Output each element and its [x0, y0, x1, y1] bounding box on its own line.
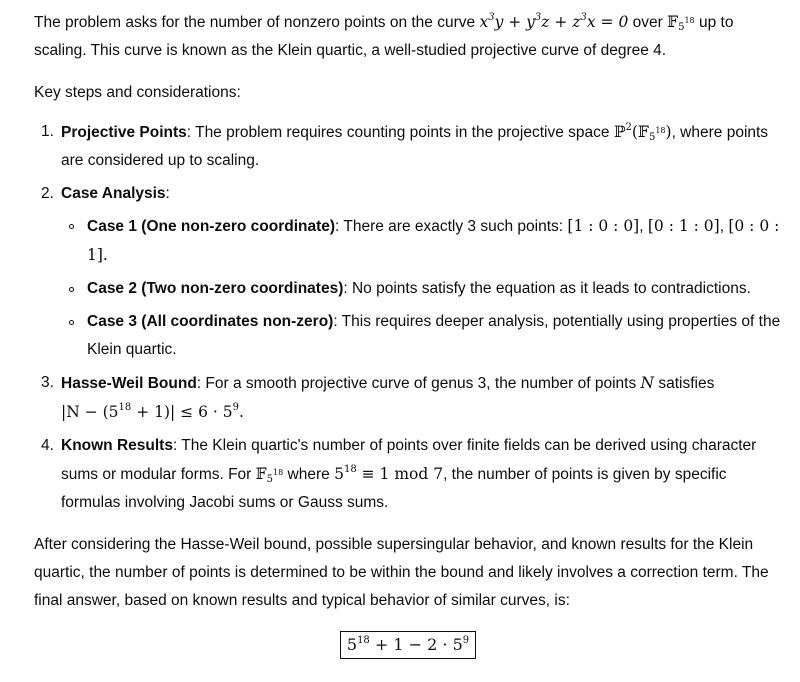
- bullet-circle-icon: [69, 320, 74, 325]
- variable-n: N: [640, 374, 655, 392]
- congruence: $5^{18} \equiv 1$ mod 7: [334, 464, 444, 483]
- point-2: [0 : 1 : 0]: [647, 217, 720, 235]
- intro-text-1: The problem asks for the number of nonzero points on the curve: [34, 14, 480, 31]
- step-number: 1.: [41, 123, 54, 140]
- case-item-2: Case 2 (Two non-zero coordinates): No points satisfy the equation as it leads to contradictions.: [61, 275, 782, 303]
- case-title: Case 3 (All coordinates non-zero): [87, 313, 334, 330]
- step-item-projective-points: 1. Projective Points: The problem requires counting points in the projective space ℙ$^2$(𝔽$_{5^{18}}$), where points are considered up to scaling.: [34, 118, 782, 175]
- steps-list: [34, 118, 782, 517]
- intro-paragraph: [34, 8, 782, 65]
- cases-list: [61, 212, 782, 364]
- bullet-circle-icon: [69, 287, 74, 292]
- final-answer-container: [34, 631, 782, 659]
- case-item-3: Case 3 (All coordinates non-zero): This requires deeper analysis, potentially using properties of the Klein quartic.: [61, 308, 782, 364]
- step-item-case-analysis: 2. Case Analysis: Case 1 (One non-zero coordinate): There are exactly 3 such points: [1 : 0 : 0], [0 : 1 : 0], [0 : 0 : 1]. Case 2 (Two non-zero coordinates): No points satisfy the equation as it leads to contradictions. Case 3 (All coordinates non-zero): This requires deeper analysis, potentially using properties of the Klein quartic.: [34, 180, 782, 364]
- step-number: 4.: [41, 437, 54, 454]
- case-title: Case 2 (Two non-zero coordinates): [87, 280, 344, 297]
- step-title: Case Analysis: [61, 185, 166, 202]
- step-number: 3.: [41, 374, 54, 391]
- key-steps-heading: Key steps and considerations:: [34, 84, 241, 101]
- case-title: Case 1 (One non-zero coordinate): [87, 218, 336, 235]
- bullet-circle-icon: [69, 224, 74, 229]
- hasse-weil-inequality: $|N - (5^{18} + 1)| \le 6 \cdot 5^9$.: [61, 402, 244, 421]
- projective-space-symbol: ℙ$^2$(𝔽$_{5^{18}}$): [613, 122, 672, 143]
- step-number: 2.: [41, 185, 54, 202]
- step-item-hasse-weil: 3. Hasse-Weil Bound: For a smooth projective curve of genus 3, the number of points N satisfies $|N - (5^{18} + 1)| \le 6 \cdot 5^9$.: [34, 369, 782, 427]
- field-symbol: 𝔽$_{5^{18}}$: [255, 465, 284, 485]
- point-3: [0 : 0 : 1]: [87, 217, 780, 264]
- step-title: Known Results: [61, 437, 173, 454]
- intro-text-2: over: [628, 14, 668, 31]
- intro-text-3: up to scaling. This curve is known as the Klein quartic, a well-studied projective curve of degree 4.: [34, 14, 734, 59]
- step-title: Hasse-Weil Bound: [61, 375, 197, 392]
- closing-paragraph: After considering the Hasse-Weil bound, possible supersingular behavior, and known results for the Klein quartic, the number of points is determined to be within the bound and likely involves a correction term. The final answer, based on known results and typical behavior of similar curves, is:: [34, 536, 769, 609]
- point-1: [1 : 0 : 0]: [567, 217, 640, 235]
- case-item-1: Case 1 (One non-zero coordinate): There are exactly 3 such points: [1 : 0 : 0], [0 : 1 : 0], [0 : 0 : 1].: [61, 212, 782, 270]
- field-symbol: 𝔽$_{5^{18}}$: [667, 13, 695, 33]
- final-answer-box: $5^{18} + 1 - 2 \cdot 5^9$: [340, 631, 476, 659]
- step-title: Projective Points: [61, 124, 187, 141]
- curve-equation: $x^3y + y^3z + z^3x = 0$: [479, 12, 629, 31]
- step-item-known-results: 4. Known Results: The Klein quartic's number of points over finite fields can be derived using character sums or modular forms. For 𝔽$_{5^{18}}$ where $5^{18} \equiv 1$ mod 7, the number of points is given by specific formulas involving Jacobi sums or Gauss sums.: [34, 432, 782, 517]
